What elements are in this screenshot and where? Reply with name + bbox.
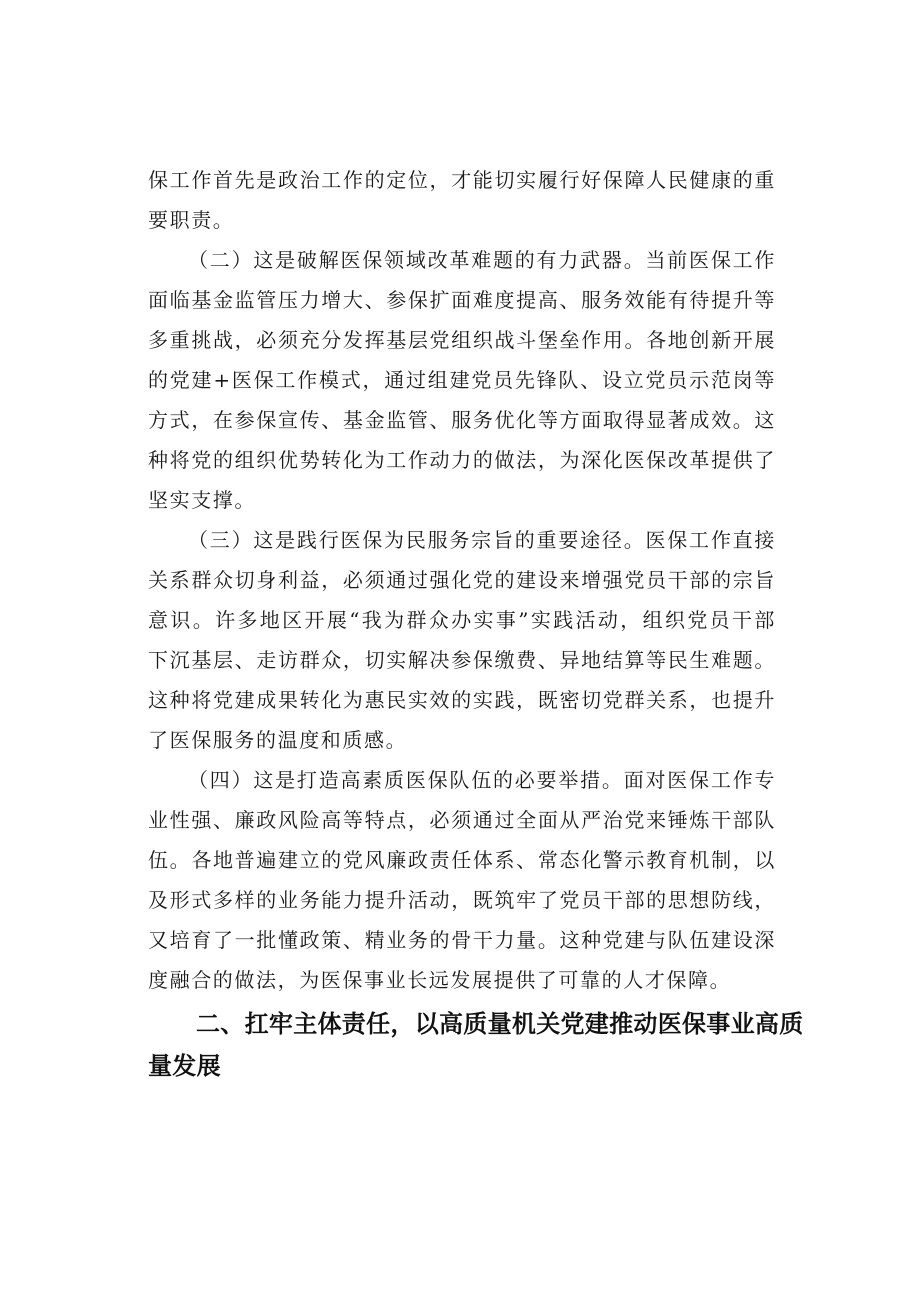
paragraph-point-three: （三）这是践行医保为民服务宗旨的重要途径。医保工作直接关系群众切身利益，必须通过强化党的建设来增强党员干部的宗旨意识。许多地区开展“我为群众办实事”实践活动，组织党员干部下沉基层、走访群众，切实解决参保缴费、异地结算等民生难题。这种将党建成果转化为惠民实效的实践，既密切党群关系，也提升了医保服务的温度和质感。 <box>148 528 776 752</box>
section-heading: 二、扛牢主体责任，以高质量机关党建推动医保事业高质量发展 <box>148 1010 804 1080</box>
paragraph-point-two: （二）这是破解医保领域改革难题的有力武器。当前医保工作面临基金监管压力增大、参保扩面难度提高、服务效能有待提升等多重挑战，必须充分发挥基层党组织战斗堡垒作用。各地创新开展的党建+医保工作模式，通过组建党员先锋队、设立党员示范岗等方式，在参保宣传、基金监管、服务优化等方面取得显著成效。这种将党的组织优势转化为工作动力的做法，为深化医保改革提供了坚实支撑。 <box>148 248 776 512</box>
paragraph-continuation: 保工作首先是政治工作的定位，才能切实履行好保障人民健康的重要职责。 <box>148 168 776 232</box>
document-body <box>148 160 804 1087</box>
paragraph-point-four: （四）这是打造高素质医保队伍的必要举措。面对医保工作专业性强、廉政风险高等特点，必须通过全面从严治党来锤炼干部队伍。各地普遍建立的党风廉政责任体系、常态化警示教育机制，以及形式多样的业务能力提升活动，既筑牢了党员干部的思想防线，又培育了一批懂政策、精业务的骨干力量。这种党建与队伍建设深度融合的做法，为医保事业长远发展提供了可靠的人才保障。 <box>148 768 776 992</box>
